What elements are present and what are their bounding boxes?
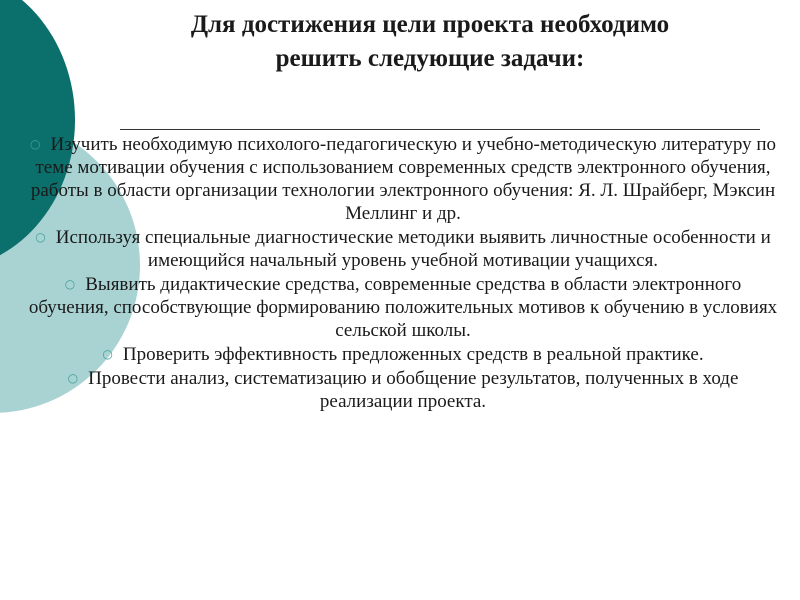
task-text: Проверить эффективность предложенных средств в реальной практике. [122,344,704,365]
task-text: Выявить дидактические средства, современные средства в области электронного обучения, способствующие формированию положительных мотивов к обучению в условиях сельской школы. [28,274,778,341]
task-text: Провести анализ, систематизацию и обобщение результатов, полученных в ходе реализации проекта. [88,368,739,412]
task-text: Используя специальные диагностические методики выявить личностные особенности и имеющийся начальный уровень учебной мотивации учащихся. [55,227,771,271]
hollow-circle-bullet-icon: ○ [64,277,76,291]
slide-title-line-1: Для достижения цели проекта необходимо [190,11,670,38]
slide-title [120,8,740,76]
task-item [28,133,778,225]
task-item [28,273,778,342]
task-item [28,226,778,272]
hollow-circle-bullet-icon: ○ [67,371,79,385]
task-list [28,133,778,414]
hollow-circle-bullet-icon: ○ [35,230,46,244]
slide-title-line-2: решить следующие задачи: [275,45,585,72]
hollow-circle-bullet-icon: ○ [102,347,113,361]
task-item [28,343,778,366]
task-text: Изучить необходимую психолого-педагогическую и учебно-методическую литературу по теме мотивации обучения с использованием современных средств электронного обучения, работы в области организации технологии электронного обучения: Я. Л. Шрайберг, Мэксин Меллинг и др. [30,134,776,224]
hollow-circle-bullet-icon: ○ [29,137,41,151]
task-item [28,367,778,413]
title-divider [120,129,760,130]
